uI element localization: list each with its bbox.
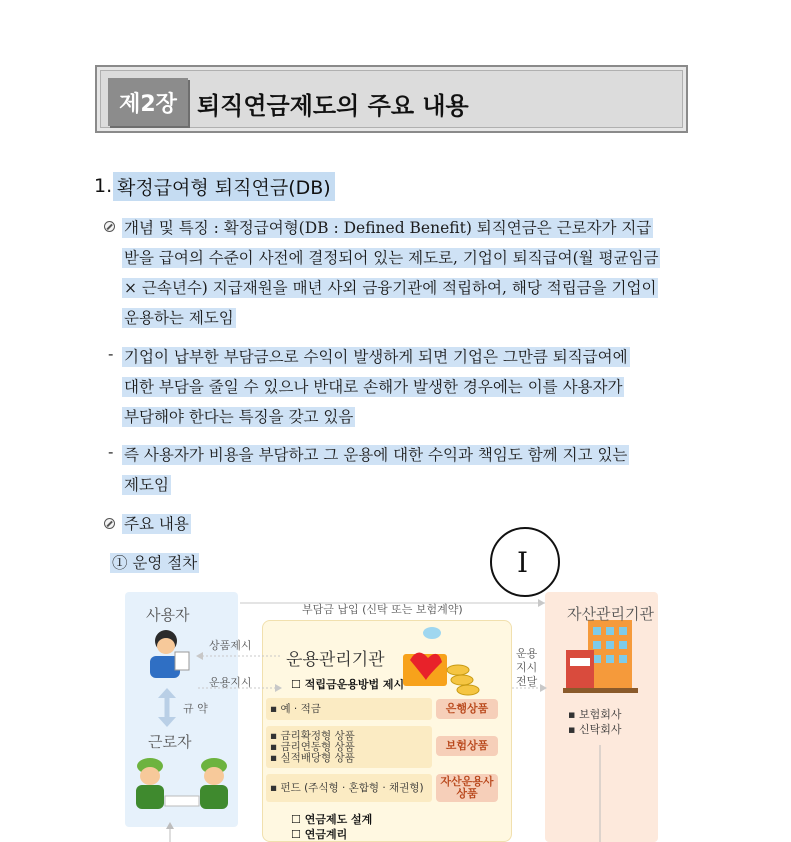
rule-label: 규 약	[183, 702, 208, 715]
building-icon	[563, 620, 638, 693]
pension-design-item: ☐ 연금제도 설계	[291, 813, 373, 826]
workers-person-icon	[136, 758, 228, 809]
row-insurance-text-2: ▪ 금리연동형 상품	[270, 741, 355, 753]
dash2-line-2: 제도임	[124, 476, 169, 494]
money-chest-icon	[403, 627, 479, 695]
pension-actuarial-item: ☐ 연금계리	[291, 828, 348, 841]
row-fund-text: ▪ 펀드 (주식형 · 혼합형 · 채권형)	[270, 782, 424, 794]
insurance-company-item: ▪ 보험회사	[568, 708, 622, 721]
product-offer-label: 상품제시	[209, 639, 252, 652]
dash1-line-3: 부담해야 한다는 특징을 갖고 있음	[124, 408, 354, 426]
check-method-item: ☐ 적립금운용방법 제시	[291, 678, 405, 691]
dash1-line-2: 대한 부담을 줄일 수 있으나 반대로 손해가 발생한 경우에는 이를 사용자가	[124, 378, 623, 396]
row-insurance-text-1: ▪ 금리확정형 상품	[270, 730, 355, 742]
dash-marker: -	[108, 345, 114, 363]
bank-product-tag: 은행상품	[436, 699, 498, 719]
concept-line-1: 개념 및 특징 : 확정급여형(DB : Defined Benefit) 퇴직연금은 근로자가 지급	[124, 219, 652, 237]
sub-heading: ① 운영 절차	[112, 554, 198, 572]
mgmt-institution-label: 운용관리기관	[286, 650, 385, 670]
right-flow-2: 지시	[516, 661, 538, 674]
right-flow-3: 전달	[516, 675, 538, 688]
insurance-product-tag: 보험상품	[436, 736, 498, 756]
dash-marker: -	[108, 443, 114, 461]
chapter-label: 제2장	[108, 78, 188, 126]
concept-line-4: 운용하는 제도임	[124, 309, 234, 327]
asset-institution-label: 자산관리기관	[567, 605, 654, 623]
concept-line-2: 받을 급여의 수준이 사전에 결정되어 있는 제도로, 기업이 퇴직급여(월 평균임금	[124, 249, 659, 267]
employer-label: 사용자	[146, 606, 190, 624]
employer-person-icon	[150, 630, 189, 678]
ibeam-cursor-icon: I	[517, 546, 529, 579]
concept-line-3: × 근속년수) 지급재원을 매년 사외 금융기관에 적립하여, 해당 적립금을 기업이	[124, 279, 657, 297]
trust-company-item: ▪ 신탁회사	[568, 723, 622, 736]
top-flow-label: 부담금 납입 (신탁 또는 보험계약)	[302, 603, 463, 616]
operation-order-label: 운용지시	[209, 676, 252, 689]
section-title: 확정급여형 퇴직연금(DB)	[113, 172, 335, 201]
main-content-heading: 주요 내용	[124, 515, 189, 533]
section-number: 1.	[94, 175, 113, 197]
right-flow-1: 운용	[516, 647, 538, 660]
worker-label: 근로자	[148, 733, 192, 751]
chapter-title: 퇴직연금제도의 주요 내용	[197, 92, 469, 120]
dash1-line-1: 기업이 납부한 부담금으로 수익이 발생하게 되면 기업은 그만큼 퇴직급여에	[124, 348, 628, 366]
row-deposit-text: ▪ 예 · 적금	[270, 703, 321, 715]
dash2-line-1: 즉 사용자가 비용을 부담하고 그 운용에 대한 수익과 책임도 함께 지고 있는	[124, 446, 628, 464]
row-insurance-text-3: ▪ 실적배당형 상품	[270, 752, 355, 764]
asset-mgmt-product-tag: 자산운용사 상품	[436, 774, 498, 802]
